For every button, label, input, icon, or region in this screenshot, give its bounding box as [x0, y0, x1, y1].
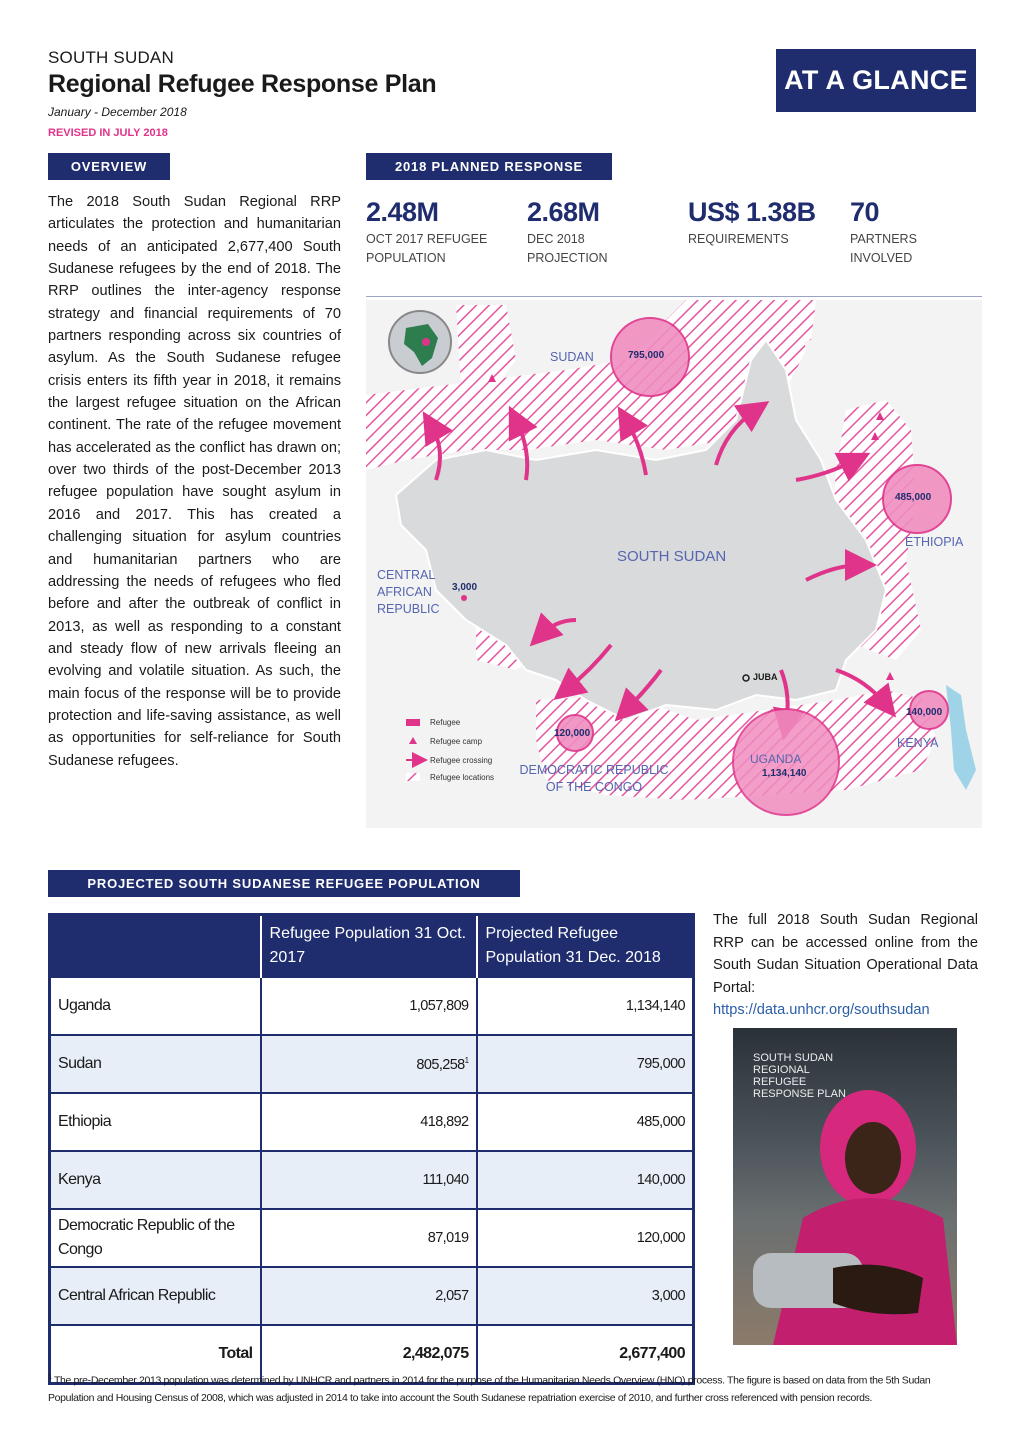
label-sudan: SUDAN — [550, 350, 594, 364]
planned-response-heading: 2018 PLANNED RESPONSE — [366, 153, 612, 180]
oct2017-cell — [261, 1035, 477, 1093]
label-juba: JUBA — [753, 672, 778, 682]
table-header-row — [50, 915, 694, 978]
table-row — [50, 1209, 694, 1267]
oct2017-cell: 111,040 — [261, 1151, 477, 1209]
legend-swatch-locations — [406, 773, 420, 781]
column-header — [50, 915, 261, 978]
country-cell: Uganda — [50, 977, 261, 1035]
stat-value: 70 — [850, 197, 880, 227]
dec2018-cell: 140,000 — [477, 1151, 694, 1209]
bubble-label-kenya: 140,000 — [906, 707, 943, 718]
country-cell: Democratic Republic of the Congo — [50, 1209, 261, 1267]
label-south-sudan: SOUTH SUDAN — [617, 548, 727, 565]
legend-label: Refugee — [430, 718, 461, 727]
bubble-label-drc: 120,000 — [554, 728, 591, 739]
document-title: Regional Refugee Response Plan — [48, 70, 437, 98]
bubble-label-uganda: 1,134,140 — [762, 768, 807, 779]
stat-value: US$ 1.38B — [688, 197, 816, 227]
table-row — [50, 1035, 694, 1093]
portal-link[interactable]: https://data.unhcr.org/southsudan — [713, 1002, 930, 1018]
legend-swatch-refugee — [406, 719, 420, 726]
label-drc: DEMOCRATIC REPUBLIC OF THE CONGO — [519, 763, 669, 794]
overview-heading: OVERVIEW — [48, 153, 170, 180]
country-cell: Kenya — [50, 1151, 261, 1209]
portal-text: The full 2018 South Sudan Regional RRP can be accessed online from the South Sudan Situation Operational Data Portal: — [713, 912, 978, 996]
country-cell: Sudan — [50, 1035, 261, 1093]
stat-label: OCT 2017 REFUGEE POPULATION — [366, 232, 488, 265]
table-row — [50, 1151, 694, 1209]
total-oct2017: 2,482,075 — [261, 1325, 477, 1384]
cover-title: SOUTH SUDAN REGIONAL REFUGEE RESPONSE PLAN — [753, 1052, 846, 1100]
report-cover-image[interactable] — [733, 1028, 957, 1345]
stat-label: PARTNERS INVOLVED — [850, 232, 917, 265]
stat-label: DEC 2018 PROJECTION — [527, 232, 608, 265]
footnote-text: The pre-December 2013 population was determined by UNHCR and partners in 2014 for the purpose of the Humanitarian Needs Overview (HNO) process. The figure is based on data from the 5th Sudan Population and Housing Census of 2008, which was adjusted in 2014 to take into account the South Sudanese repatriation exercise of 2010, and further cross referenced with pension records. — [48, 1374, 931, 1404]
total-dec2018: 2,677,400 — [477, 1325, 694, 1384]
table-row — [50, 977, 694, 1035]
total-label: Total — [50, 1325, 261, 1384]
globe-highlight — [422, 338, 430, 346]
dec2018-cell: 120,000 — [477, 1209, 694, 1267]
document-kicker: SOUTH SUDAN — [48, 48, 174, 67]
stat-value: 2.68M — [527, 197, 600, 227]
stats-divider — [366, 296, 982, 297]
face-shape — [845, 1122, 901, 1194]
revised-note: REVISED IN JULY 2018 — [48, 127, 168, 139]
table-heading: PROJECTED SOUTH SUDANESE REFUGEE POPULATION — [48, 870, 520, 897]
bubble-label-sudan: 795,000 — [628, 350, 665, 361]
bubble-label-ethiopia: 485,000 — [895, 492, 932, 503]
population-table — [48, 913, 695, 1385]
column-header: Refugee Population 31 Oct. 2017 — [261, 915, 477, 978]
country-cell: Ethiopia — [50, 1093, 261, 1151]
footnote-number: 1 — [48, 1374, 52, 1381]
legend-label: Refugee crossing — [430, 756, 493, 765]
bubble-label-car: 3,000 — [452, 582, 478, 593]
column-header: Projected Refugee Population 31 Dec. 2018 — [477, 915, 694, 978]
table-row — [50, 1267, 694, 1325]
stat-requirements — [688, 197, 838, 249]
portal-info — [713, 909, 978, 1022]
document-dates: January - December 2018 — [48, 105, 187, 119]
oct2017-cell: 1,057,809 — [261, 977, 477, 1035]
dec2018-cell: 485,000 — [477, 1093, 694, 1151]
legend-label: Refugee locations — [430, 773, 495, 782]
table-row — [50, 1093, 694, 1151]
stat-label: REQUIREMENTS — [688, 232, 789, 246]
dec2018-cell: 3,000 — [477, 1267, 694, 1325]
legend-label: Refugee camp — [430, 737, 483, 746]
label-ethiopia: ETHIOPIA — [905, 535, 964, 549]
stat-value: 2.48M — [366, 197, 439, 227]
label-car: CENTRAL AFRICAN REPUBLIC — [377, 568, 440, 616]
overview-text: The 2018 South Sudan Regional RRP articulates the protection and humanitarian needs of an anticipated 2,677,400 South Sudanese refugees by the end of 2018. The RRP outlines the inter-agency response strategy and financial requirements of 70 partners responding across six countries of asylum. As the South Sudanese refugee crisis enters its fifth year in 2018, it remains the largest refugee situation on the African continent. The rate of the refugee movement has accelerated as the conflict has drawn on; over two thirds of the post-December 2013 refugee population have sought asylum in 2016 and 2017. This has created a challenging situation for asylum countries and humanitarian partners who are addressing the needs of refugees who fled before and after the outbreak of conflict in 2013, as well as responding to a constant and steady flow of new arrivals fleeing an evolving and volatile situation. As such, the main focus of the response will be to provide protection and life-saving assistance, as well as opportunities for self-reliance for South Sudanese refugees. — [48, 194, 341, 769]
dec2018-cell: 795,000 — [477, 1035, 694, 1093]
at-a-glance-badge: AT A GLANCE — [776, 49, 976, 112]
cell-value: 805,258 — [416, 1056, 465, 1073]
country-cell: Central African Republic — [50, 1267, 261, 1325]
label-kenya: KENYA — [897, 736, 939, 750]
footnote — [48, 1369, 978, 1407]
footnote-marker: 1 — [464, 1055, 469, 1065]
dec2018-cell: 1,134,140 — [477, 977, 694, 1035]
oct2017-cell: 418,892 — [261, 1093, 477, 1151]
stat-refugee-population — [366, 197, 506, 268]
oct2017-cell: 87,019 — [261, 1209, 477, 1267]
label-uganda: UGANDA — [750, 752, 802, 766]
oct2017-cell: 2,057 — [261, 1267, 477, 1325]
bubble-car — [461, 595, 467, 601]
stat-partners — [850, 197, 940, 268]
stat-projection — [527, 197, 637, 268]
